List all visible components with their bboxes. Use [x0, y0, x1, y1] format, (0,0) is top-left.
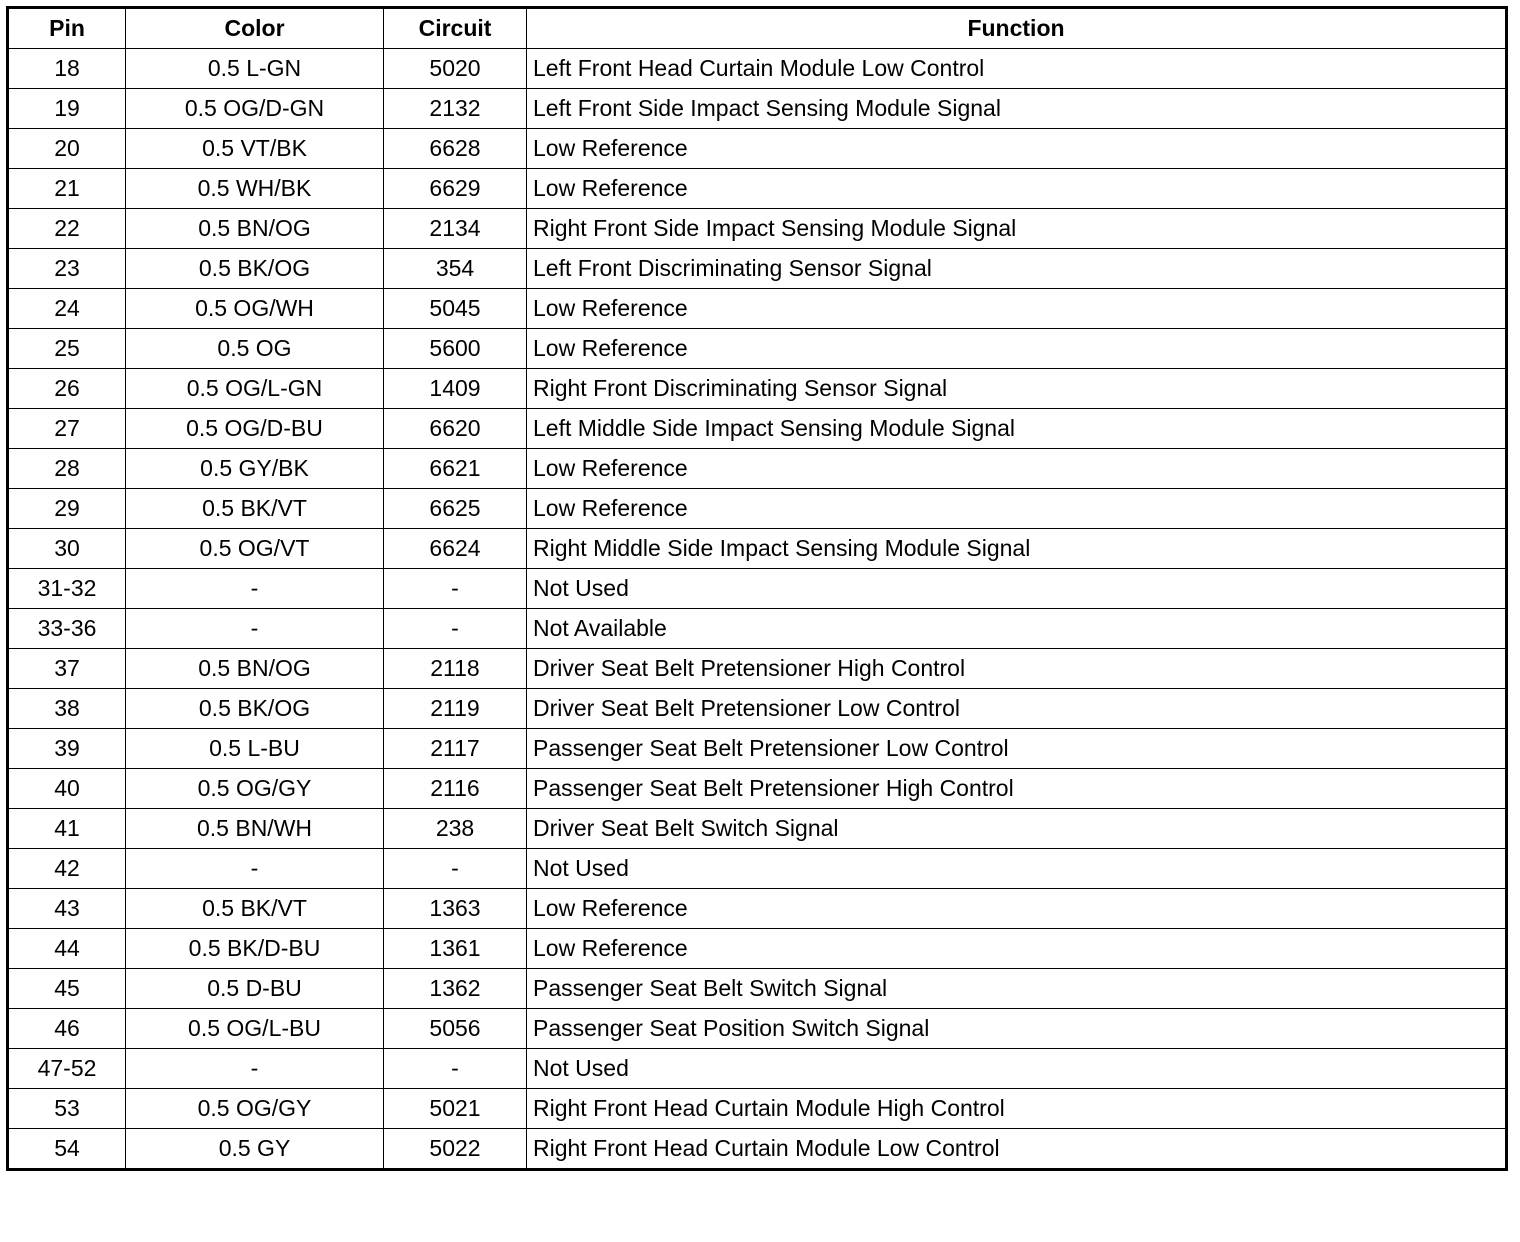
wire-color-cell: 0.5 OG/WH [126, 289, 384, 329]
wire-color-cell: 0.5 BK/OG [126, 249, 384, 289]
wire-color-cell: 0.5 OG/L-BU [126, 1009, 384, 1049]
wire-color-cell: - [126, 569, 384, 609]
pin-cell: 42 [8, 849, 126, 889]
circuit-cell: 6625 [384, 489, 527, 529]
function-cell: Right Front Head Curtain Module Low Control [527, 1129, 1507, 1170]
wire-color-cell: - [126, 849, 384, 889]
pin-cell: 24 [8, 289, 126, 329]
function-cell: Low Reference [527, 449, 1507, 489]
function-cell: Low Reference [527, 289, 1507, 329]
pin-cell: 21 [8, 169, 126, 209]
circuit-cell: 238 [384, 809, 527, 849]
table-row [8, 409, 1507, 449]
table-row [8, 1089, 1507, 1129]
wire-color-cell: 0.5 WH/BK [126, 169, 384, 209]
circuit-cell: 6628 [384, 129, 527, 169]
function-cell: Passenger Seat Belt Switch Signal [527, 969, 1507, 1009]
circuit-cell: 5022 [384, 1129, 527, 1170]
wire-color-cell: 0.5 GY [126, 1129, 384, 1170]
wire-color-cell: 0.5 BK/D-BU [126, 929, 384, 969]
function-cell: Left Front Head Curtain Module Low Control [527, 49, 1507, 89]
function-cell: Left Front Discriminating Sensor Signal [527, 249, 1507, 289]
function-cell: Passenger Seat Position Switch Signal [527, 1009, 1507, 1049]
function-cell: Low Reference [527, 889, 1507, 929]
table-row [8, 369, 1507, 409]
table-row [8, 849, 1507, 889]
table-row [8, 289, 1507, 329]
pin-cell: 38 [8, 689, 126, 729]
table-row [8, 209, 1507, 249]
header-pin: Pin [8, 8, 126, 49]
table-row [8, 329, 1507, 369]
table-row [8, 769, 1507, 809]
pin-cell: 31-32 [8, 569, 126, 609]
table-header [8, 8, 1507, 49]
wire-color-cell: 0.5 L-GN [126, 49, 384, 89]
table-row [8, 569, 1507, 609]
table-row [8, 49, 1507, 89]
circuit-cell: 5056 [384, 1009, 527, 1049]
pin-cell: 46 [8, 1009, 126, 1049]
header-color: Color [126, 8, 384, 49]
pin-cell: 54 [8, 1129, 126, 1170]
table-row [8, 489, 1507, 529]
circuit-cell: 6624 [384, 529, 527, 569]
pin-cell: 33-36 [8, 609, 126, 649]
function-cell: Not Used [527, 569, 1507, 609]
wire-color-cell: 0.5 OG [126, 329, 384, 369]
circuit-cell: 2117 [384, 729, 527, 769]
circuit-cell: 5020 [384, 49, 527, 89]
wire-color-cell: 0.5 BK/VT [126, 489, 384, 529]
wire-color-cell: 0.5 OG/L-GN [126, 369, 384, 409]
pin-cell: 25 [8, 329, 126, 369]
table-row [8, 449, 1507, 489]
wire-color-cell: 0.5 OG/D-GN [126, 89, 384, 129]
function-cell: Low Reference [527, 329, 1507, 369]
pin-cell: 44 [8, 929, 126, 969]
table-row [8, 129, 1507, 169]
wire-color-cell: 0.5 OG/VT [126, 529, 384, 569]
pin-cell: 47-52 [8, 1049, 126, 1089]
pin-cell: 45 [8, 969, 126, 1009]
table-row [8, 809, 1507, 849]
function-cell: Low Reference [527, 929, 1507, 969]
circuit-cell: 1363 [384, 889, 527, 929]
pin-cell: 30 [8, 529, 126, 569]
table-row [8, 609, 1507, 649]
wire-color-cell: 0.5 D-BU [126, 969, 384, 1009]
pin-cell: 29 [8, 489, 126, 529]
table-row [8, 969, 1507, 1009]
function-cell: Not Used [527, 849, 1507, 889]
circuit-cell: 5600 [384, 329, 527, 369]
pin-cell: 37 [8, 649, 126, 689]
function-cell: Passenger Seat Belt Pretensioner High Control [527, 769, 1507, 809]
function-cell: Low Reference [527, 129, 1507, 169]
table-row [8, 889, 1507, 929]
pin-cell: 20 [8, 129, 126, 169]
wire-color-cell: - [126, 609, 384, 649]
table-row [8, 1129, 1507, 1170]
header-circuit: Circuit [384, 8, 527, 49]
wire-color-cell: 0.5 BN/OG [126, 649, 384, 689]
wire-color-cell: 0.5 OG/D-BU [126, 409, 384, 449]
function-cell: Right Middle Side Impact Sensing Module Signal [527, 529, 1507, 569]
table-body [8, 49, 1507, 1170]
wire-color-cell: 0.5 L-BU [126, 729, 384, 769]
wire-color-cell: 0.5 BN/WH [126, 809, 384, 849]
circuit-cell: 354 [384, 249, 527, 289]
circuit-cell: 5021 [384, 1089, 527, 1129]
function-cell: Right Front Head Curtain Module High Control [527, 1089, 1507, 1129]
pin-cell: 27 [8, 409, 126, 449]
connector-pinout-table [6, 6, 1508, 1171]
circuit-cell: 1362 [384, 969, 527, 1009]
circuit-cell: 2116 [384, 769, 527, 809]
header-row [8, 8, 1507, 49]
table-row [8, 689, 1507, 729]
table-row [8, 729, 1507, 769]
circuit-cell: 2134 [384, 209, 527, 249]
table-row [8, 929, 1507, 969]
function-cell: Passenger Seat Belt Pretensioner Low Control [527, 729, 1507, 769]
circuit-cell: 2119 [384, 689, 527, 729]
circuit-cell: - [384, 849, 527, 889]
wire-color-cell: - [126, 1049, 384, 1089]
circuit-cell: 6621 [384, 449, 527, 489]
function-cell: Low Reference [527, 489, 1507, 529]
table-row [8, 249, 1507, 289]
function-cell: Right Front Discriminating Sensor Signal [527, 369, 1507, 409]
table-row [8, 1049, 1507, 1089]
pin-cell: 41 [8, 809, 126, 849]
circuit-cell: 6629 [384, 169, 527, 209]
pin-cell: 39 [8, 729, 126, 769]
pin-cell: 43 [8, 889, 126, 929]
function-cell: Driver Seat Belt Switch Signal [527, 809, 1507, 849]
function-cell: Right Front Side Impact Sensing Module Signal [527, 209, 1507, 249]
table-row [8, 89, 1507, 129]
wire-color-cell: 0.5 GY/BK [126, 449, 384, 489]
circuit-cell: 6620 [384, 409, 527, 449]
wire-color-cell: 0.5 BK/OG [126, 689, 384, 729]
pin-cell: 53 [8, 1089, 126, 1129]
table-row [8, 1009, 1507, 1049]
circuit-cell: - [384, 1049, 527, 1089]
circuit-cell: - [384, 609, 527, 649]
header-function: Function [527, 8, 1507, 49]
function-cell: Driver Seat Belt Pretensioner Low Control [527, 689, 1507, 729]
function-cell: Not Available [527, 609, 1507, 649]
circuit-cell: 2118 [384, 649, 527, 689]
wire-color-cell: 0.5 OG/GY [126, 769, 384, 809]
function-cell: Driver Seat Belt Pretensioner High Control [527, 649, 1507, 689]
function-cell: Left Middle Side Impact Sensing Module Signal [527, 409, 1507, 449]
circuit-cell: 1361 [384, 929, 527, 969]
wire-color-cell: 0.5 OG/GY [126, 1089, 384, 1129]
pin-cell: 40 [8, 769, 126, 809]
table-row [8, 529, 1507, 569]
pin-cell: 18 [8, 49, 126, 89]
circuit-cell: 1409 [384, 369, 527, 409]
table-row [8, 169, 1507, 209]
circuit-cell: - [384, 569, 527, 609]
function-cell: Low Reference [527, 169, 1507, 209]
table-row [8, 649, 1507, 689]
function-cell: Left Front Side Impact Sensing Module Signal [527, 89, 1507, 129]
circuit-cell: 5045 [384, 289, 527, 329]
pin-cell: 19 [8, 89, 126, 129]
function-cell: Not Used [527, 1049, 1507, 1089]
pin-cell: 26 [8, 369, 126, 409]
circuit-cell: 2132 [384, 89, 527, 129]
wire-color-cell: 0.5 BN/OG [126, 209, 384, 249]
pin-cell: 22 [8, 209, 126, 249]
pin-cell: 28 [8, 449, 126, 489]
pin-cell: 23 [8, 249, 126, 289]
wire-color-cell: 0.5 VT/BK [126, 129, 384, 169]
wire-color-cell: 0.5 BK/VT [126, 889, 384, 929]
